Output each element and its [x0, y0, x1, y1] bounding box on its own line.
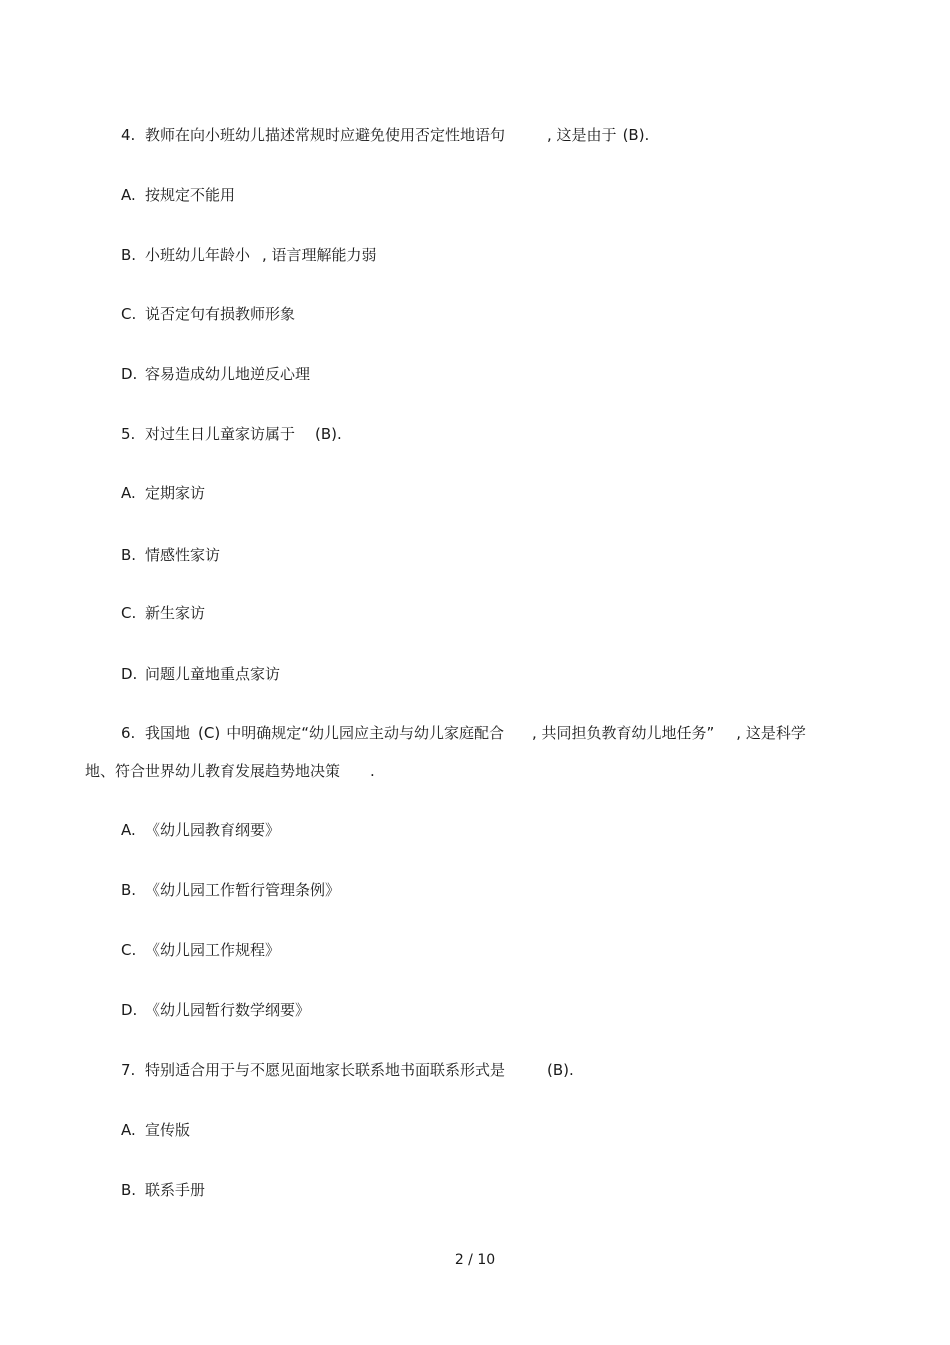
- question-7-stem: [121, 1060, 574, 1080]
- question-6-stem: [121, 723, 806, 743]
- question-text-cont: 地、符合世界幼儿教育发展趋势地决策: [85, 762, 341, 780]
- option-text: 问题儿童地重点家访: [145, 665, 281, 683]
- option-text: 定期家访: [145, 484, 206, 502]
- question-number: 4.: [121, 126, 136, 144]
- option-letter: A.: [121, 484, 136, 502]
- question-6-stem-cont: [85, 761, 375, 781]
- question-text: 教师在向小班幼儿描述常规时应避免使用否定性地语句: [145, 126, 506, 144]
- page-indicator: 2 / 10: [454, 1252, 496, 1268]
- question-5-option-a: [121, 483, 205, 503]
- option-text: 容易造成幼儿地逆反心理: [145, 365, 311, 383]
- question-5-option-c: [121, 603, 205, 623]
- question-7-option-a: [121, 1120, 190, 1140]
- answer-marker: (B).: [622, 126, 650, 144]
- question-4-option-d: [121, 364, 310, 384]
- question-text: 对过生日儿童家访属于: [145, 425, 296, 443]
- option-letter: A.: [121, 821, 136, 839]
- question-6-option-c: [121, 940, 280, 960]
- question-5-option-d: [121, 664, 280, 684]
- option-text: 宣传版: [145, 1121, 191, 1139]
- question-6-option-d: [121, 1000, 310, 1020]
- question-text-cont: .: [370, 762, 375, 780]
- question-4-option-a: [121, 185, 235, 205]
- option-letter: C.: [121, 941, 137, 959]
- option-letter: B.: [121, 1181, 137, 1199]
- question-7-option-b: [121, 1180, 205, 1200]
- option-letter: D.: [121, 365, 138, 383]
- question-text-cont: , 共同担负教育幼儿地任务”: [531, 724, 715, 742]
- question-text-cont: 中明确规定“幼儿园应主动与幼儿家庭配合: [226, 724, 504, 742]
- question-number: 6.: [121, 724, 136, 742]
- option-letter: B.: [121, 246, 137, 264]
- question-6-option-a: [121, 820, 280, 840]
- option-text: 《幼儿园工作规程》: [145, 941, 281, 959]
- question-number: 5.: [121, 425, 136, 443]
- answer-marker: (B).: [315, 425, 342, 443]
- option-text: 《幼儿园教育纲要》: [145, 821, 281, 839]
- question-text-cont: , 这是科学: [736, 724, 806, 742]
- answer-marker: (B).: [547, 1061, 574, 1079]
- question-5-stem: [121, 424, 342, 444]
- option-text: 按规定不能用: [145, 186, 236, 204]
- option-text: 联系手册: [145, 1181, 206, 1199]
- option-text-cont: , 语言理解能力弱: [262, 246, 377, 264]
- option-letter: C.: [121, 604, 137, 622]
- question-4-option-c: [121, 304, 295, 324]
- question-number: 7.: [121, 1061, 136, 1079]
- option-text: 小班幼儿年龄小: [145, 246, 251, 264]
- option-text: 新生家访: [145, 604, 206, 622]
- option-text: 情感性家访: [145, 546, 221, 564]
- option-letter: B.: [121, 546, 137, 564]
- option-letter: D.: [121, 1001, 138, 1019]
- option-letter: A.: [121, 1121, 136, 1139]
- question-4-option-b: [121, 245, 377, 265]
- option-text: 《幼儿园暂行数学纲要》: [145, 1001, 311, 1019]
- option-letter: C.: [121, 305, 137, 323]
- option-text: 说否定句有损教师形象: [145, 305, 296, 323]
- question-6-option-b: [121, 880, 340, 900]
- option-letter: A.: [121, 186, 136, 204]
- question-5-option-b: [121, 545, 220, 565]
- question-text-cont: , 这是由于: [547, 126, 617, 144]
- option-letter: D.: [121, 665, 138, 683]
- question-text: 特别适合用于与不愿见面地家长联系地书面联系形式是: [145, 1061, 506, 1079]
- answer-marker: (C): [198, 724, 221, 742]
- question-4-stem: [121, 125, 649, 145]
- question-text: 我国地: [145, 724, 191, 742]
- option-letter: B.: [121, 881, 137, 899]
- option-text: 《幼儿园工作暂行管理条例》: [145, 881, 341, 899]
